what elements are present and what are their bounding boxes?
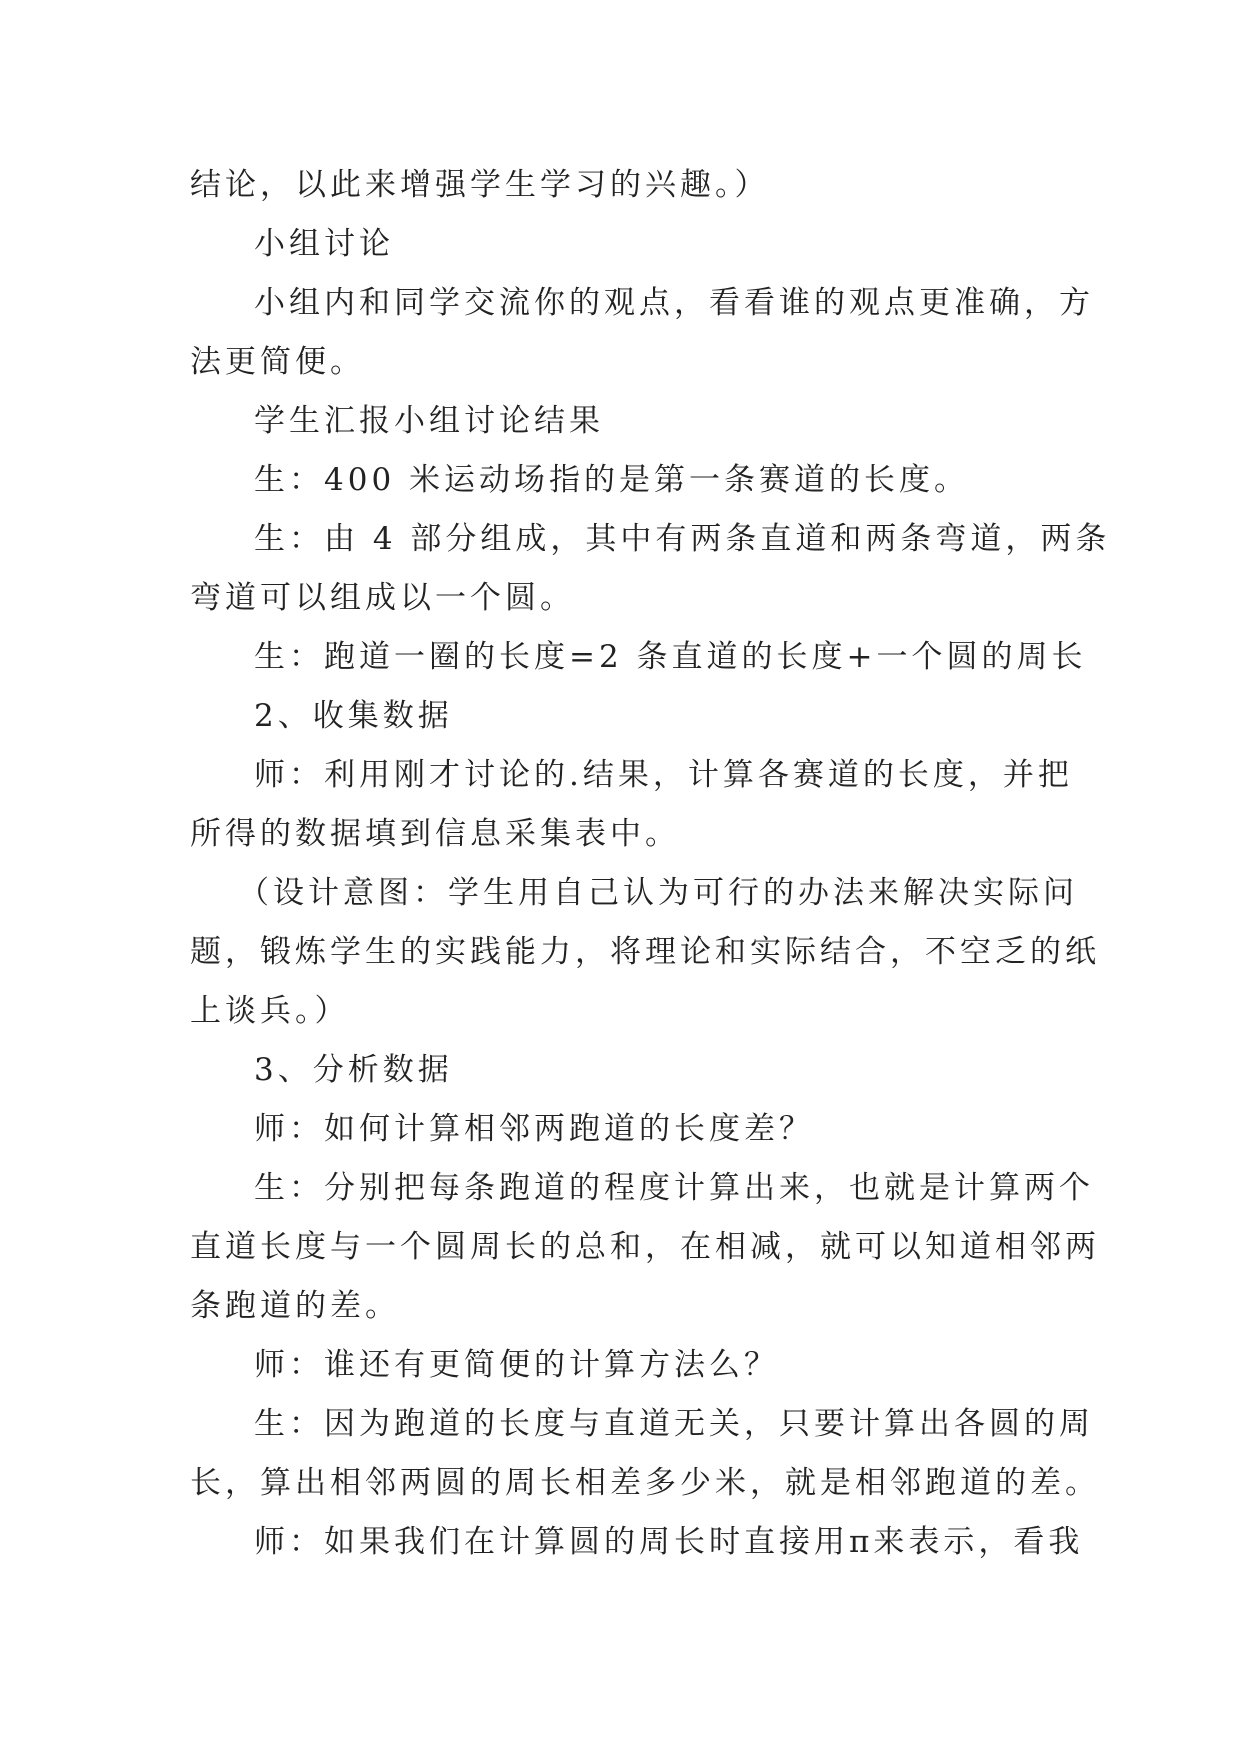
text-line: 题，锻炼学生的实践能力，将理论和实际结合，不空乏的纸 (190, 934, 1100, 970)
text-line: 小组内和同学交流你的观点，看看谁的观点更准确，方 (254, 285, 1094, 321)
text-line: 师：利用刚才讨论的.结果，计算各赛道的长度，并把 (254, 757, 1073, 793)
text-line: 3、分析数据 (254, 1052, 453, 1088)
text-line: 生：400 米运动场指的是第一条赛道的长度。 (254, 462, 970, 498)
text-line: 条跑道的差。 (190, 1288, 400, 1324)
text-line: 2、收集数据 (254, 698, 453, 734)
text-line: （设计意图：学生用自己认为可行的办法来解决实际问 (238, 875, 1078, 911)
text-line: 生：由 4 部分组成，其中有两条直道和两条弯道，两条 (254, 521, 1111, 557)
text-line: 上谈兵。） (190, 993, 350, 1029)
text-line: 生：因为跑道的长度与直道无关，只要计算出各圆的周 (254, 1406, 1094, 1442)
text-line: 直道长度与一个圆周长的总和，在相减，就可以知道相邻两 (190, 1229, 1100, 1265)
text-line: 所得的数据填到信息采集表中。 (190, 816, 680, 852)
text-line: 师：如何计算相邻两跑道的长度差？ (254, 1111, 814, 1147)
text-line: 结论，以此来增强学生学习的兴趣。） (190, 167, 770, 203)
text-line: 弯道可以组成以一个圆。 (190, 580, 575, 616)
text-line: 师：谁还有更简便的计算方法么？ (254, 1347, 779, 1383)
text-line: 法更简便。 (190, 344, 365, 380)
text-line: 学生汇报小组讨论结果 (254, 403, 604, 439)
text-line: 生：跑道一圈的长度=2 条直道的长度+一个圆的周长 (254, 639, 1087, 675)
text-line: 长，算出相邻两圆的周长相差多少米，就是相邻跑道的差。 (190, 1465, 1100, 1501)
document-body (190, 156, 1111, 1572)
text-line: 生：分别把每条跑道的程度计算出来，也就是计算两个 (254, 1170, 1094, 1206)
text-line: 小组讨论 (254, 226, 394, 262)
text-line: 师：如果我们在计算圆的周长时直接用π来表示，看我 (254, 1524, 1084, 1560)
